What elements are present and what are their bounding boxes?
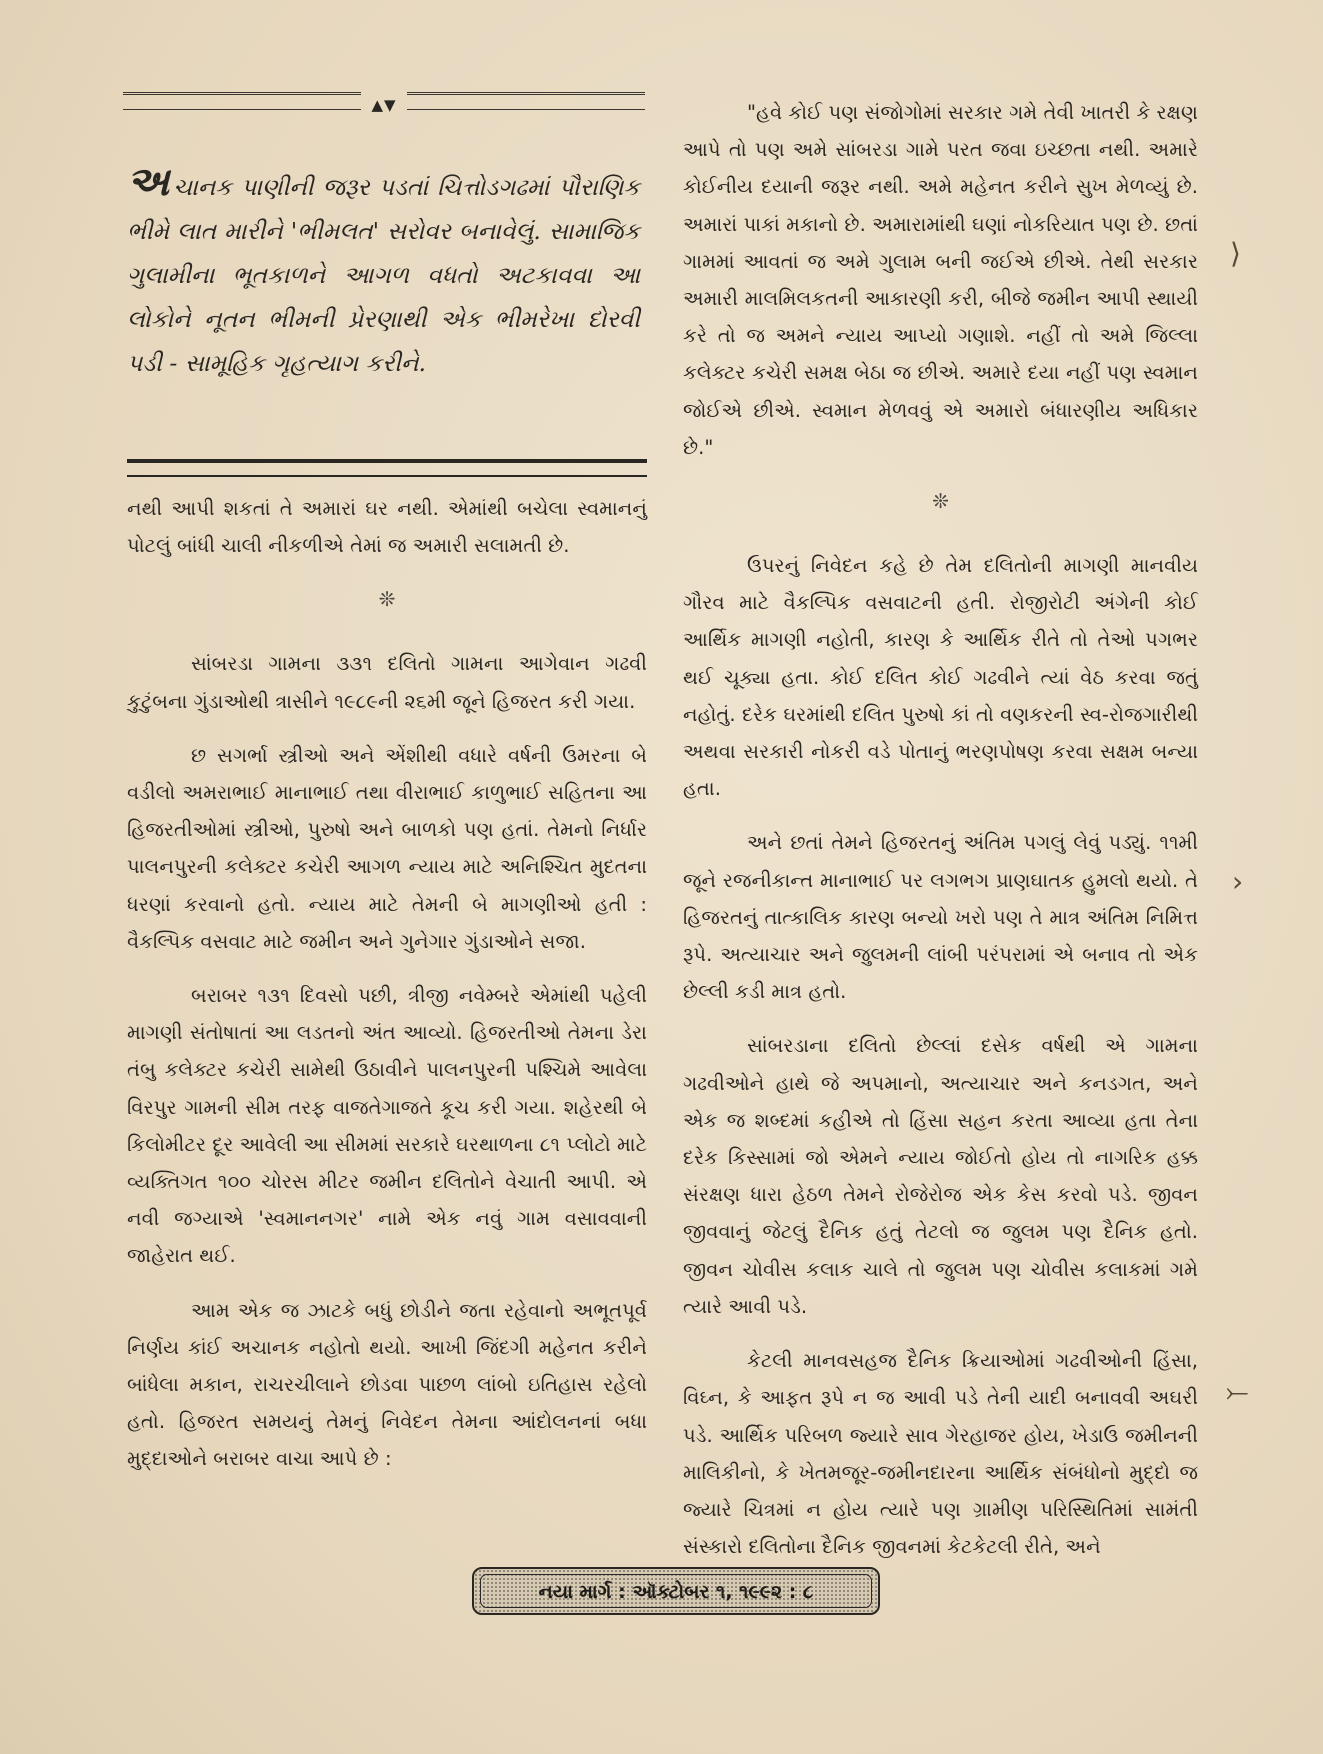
right-paragraph-2: અને છતાં તેમને હિજરતનું અંતિમ પગલું લેવું પડ્યું. ૧૧મી જૂને રજનીકાન્ત માનાભાઈ પર લગભગ પ્રાણઘાતક હુમલો થયો. તે હિજરતનું તાત્કાલિક કારણ બન્યો ખરો પણ તે માત્ર અંતિમ નિમિત્ત રૂપે. અત્યાચાર અને જુલમની લાંબી પરંપરામાં એ બનાવ તો એક છેલ્લી કડી માત્ર હતો. — [683, 831, 1198, 1004]
top-ornament-rule — [123, 92, 645, 122]
pull-quote-text: ચાનક પાણીની જરૂર પડતાં ચિત્તોડગઢમાં પૌરાણિક ભીમે લાત મારીને 'ભીમલત' સરોવર બનાવેલું. સામાજિક ગુલામીના ભૂતકાળને આગળ વધતો અટકાવવા આ લોકોને નૂતન ભીમની પ્રેરણાથી એક ભીમરેખા દોરવી પડી - સામૂહિક ગૃહત્યાગ કરીને. — [127, 173, 640, 377]
right-paragraph-4: કેટલી માનવસહજ દૈનિક ક્રિયાઓમાં ગઢવીઓની હિંસા, વિઘ્ન, કે આફત રૂપે ન જ આવી પડે તેની યાદી બનાવવી અઘરી પડે. આર્થિક પરિબળ જ્યારે સાવ ગેરહાજર હોય, ખેડાઉ જમીનની માલિકીનો, કે ખેતમજૂર-જમીનદારના આર્થિક સંબંધોનો મુદ્દો જ જ્યારે ચિત્રમાં ન હોય ત્યારે પણ ગ્રામીણ પરિસ્થિતિમાં સામંતી સંસ્કારો દલિતોના દૈનિક જીવનમાં કેટકેટલી રીતે, અને — [683, 1349, 1198, 1559]
left-paragraph-3: બરાબર ૧૩૧ દિવસો પછી, ત્રીજી નવેમ્બરે એમાંથી પહેલી માગણી સંતોષાતાં આ લડતનો અંત આવ્યો. હિજરતીઓ તેમના ડેરા તંબુ કલેક્ટર કચેરી સામેથી ઉઠાવીને પાલનપુરની પશ્ચિમે આવેલા વિરપુર ગામની સીમ તરફ વાજતેગાજતે કૂચ કરી ગયા. શહેરથી બે કિલોમીટર દૂર આવેલી આ સીમમાં સરકારે ઘરથાળના ૮૧ પ્લોટો માટે વ્યક્તિગત ૧૦૦ ચોરસ મીટર જમીન દલિતોને વેચાતી આપી. એ નવી જગ્યાએ 'સ્વમાનનગર' નામે એક નવું ગામ વસાવવાની જાહેરાત થઈ. — [127, 984, 647, 1268]
left-paragraph-4: આમ એક જ ઝાટકે બધું છોડીને જતા રહેવાનો અભૂતપૂર્વ નિર્ણય કાંઈ અચાનક નહોતો થયો. આખી જિંદગી મહેનત કરીને બાંધેલા મકાન, રાચરચીલાને છોડવા પાછળ લાંબો ઇતિહાસ રહેલો હતો. હિજરત સમયનું તેમનું નિવેદન તેમના આંદોલનનાં બધા મુદ્દાઓને બરાબર વાચા આપે છે : — [127, 1298, 647, 1471]
ornament-line-right — [407, 92, 645, 110]
pencil-mark-icon: ⤚ — [1226, 1375, 1249, 1408]
triangle-ornament-icon: ▲▼ — [371, 96, 397, 114]
left-paragraph-0: નથી આપી શકતાં તે અમારાં ઘર નથી. એમાંથી બચેલા સ્વમાનનું પોટલું બાંધી ચાલી નીકળીએ તેમાં જ અમારી સલામતી છે. — [127, 497, 647, 558]
pencil-mark-icon: › — [1232, 865, 1244, 898]
pull-quote — [127, 160, 640, 385]
left-paragraph-2: છ સગર્ભા સ્ત્રીઓ અને એંશીથી વધારે વર્ષની ઉમરના બે વડીલો અમરાભાઈ માનાભાઈ તથા વીરાભાઈ કાળુભાઈ સહિતના આ હિજરતીઓમાં સ્ત્રીઓ, પુરુષો અને બાળકો પણ હતાં. તેમનો નિર્ધાર પાલનપુરની કલેક્ટર કચેરી આગળ ન્યાય માટે અનિશ્ચિત મુદતના ધરણાં કરવાનો હતો. ન્યાય માટે તેમની બે માગણીઓ હતી : વૈકલ્પિક વસવાટ માટે જમીન અને ગુનેગાર ગુંડાઓને સજા. — [127, 743, 647, 953]
statement-quote: "હવે કોઈ પણ સંજોગોમાં સરકાર ગમે તેવી ખાતરી કે રક્ષણ આપે તો પણ અમે સાંબરડા ગામે પરત જવા ઇચ્છતા નથી. અમારે કોઈનીય દયાની જરૂર નથી. અમે મહેનત કરીને સુખ મેળવ્યું છે. અમારાં પાકાં મકાનો છે. અમારામાંથી ઘણાં નોકરિયાત પણ છે. છતાં ગામમાં આવતાં જ અમે ગુલામ બની જઈએ છીએ. તેથી સરકાર અમારી માલમિલકતની આકારણી કરી, બીજે જમીન આપી સ્થાયી કરે તો જ અમને ન્યાય આપ્યો ગણાશે. નહીં તો અમે જિલ્લા કલેક્ટર કચેરી સમક્ષ બેઠા જ છીએ. અમારે દયા નહીં પણ સ્વમાન જોઈએ છીએ. સ્વમાન મેળવવું એ અમારો બંધારણીય અધિકાર છે." — [683, 101, 1198, 459]
pull-quote-bottom-rule — [127, 459, 647, 477]
pencil-mark-icon: ⟩ — [1230, 237, 1241, 270]
left-paragraph-1: સાંબરડા ગામના ૩૩૧ દલિતો ગામના આગેવાન ગઢવી કુટુંબના ગુંડાઓથી ત્રાસીને ૧૯૮૯ની ૨૬મી જૂને હિજરત કરી ગયા. — [127, 652, 647, 713]
right-paragraph-1: ઉપરનું નિવેદન કહે છે તેમ દલિતોની માગણી માનવીય ગૌરવ માટે વૈકલ્પિક વસવાટની હતી. રોજીરોટી અંગેની કોઈ આર્થિક માગણી નહોતી, કારણ કે આર્થિક રીતે તો તેઓ પગભર થઈ ચૂક્યા હતા. કોઈ દલિત કોઈ ગઢવીને ત્યાં વેઠ કરવા જતું નહોતું. દરેક ઘરમાંથી દલિત પુરુષો કાં તો વણકરની સ્વ-રોજગારીથી અથવા સરકારી નોકરી વડે પોતાનું ભરણપોષણ કરવા સક્ષમ બન્યા હતા. — [683, 554, 1198, 801]
star-ornament-icon: ❊ — [932, 489, 949, 514]
star-ornament-icon: ❊ — [378, 587, 396, 612]
page-footer-badge — [472, 1567, 880, 1615]
right-column — [683, 94, 1198, 1582]
drop-cap: અ — [127, 158, 170, 205]
footer-label: નયા માર્ગ : ઑક્ટોબર ૧, ૧૯૯૨ : ૮ — [480, 1574, 872, 1608]
right-paragraph-3: સાંબરડાના દલિતો છેલ્લાં દસેક વર્ષથી એ ગામના ગઢવીઓને હાથે જે અપમાનો, અત્યાચાર અને કનડગત, અને એક જ શબ્દમાં કહીએ તો હિંસા સહન કરતા આવ્યા હતા તેના દરેક કિસ્સામાં જો એમને ન્યાય જોઈતો હોય તો નાગરિક હક્ક સંરક્ષણ ધારા હેઠળ તેમને રોજેરોજ એક કેસ કરવો પડે. જીવન જીવવાનું જેટલું દૈનિક હતું તેટલો જ જુલમ પણ દૈનિક હતો. જીવન ચોવીસ કલાક ચાલે તો જુલમ પણ ચોવીસ કલાકમાં ગમે ત્યારે આવી પડે. — [683, 1034, 1198, 1318]
left-column — [127, 490, 647, 1495]
ornament-line-left — [123, 92, 361, 110]
